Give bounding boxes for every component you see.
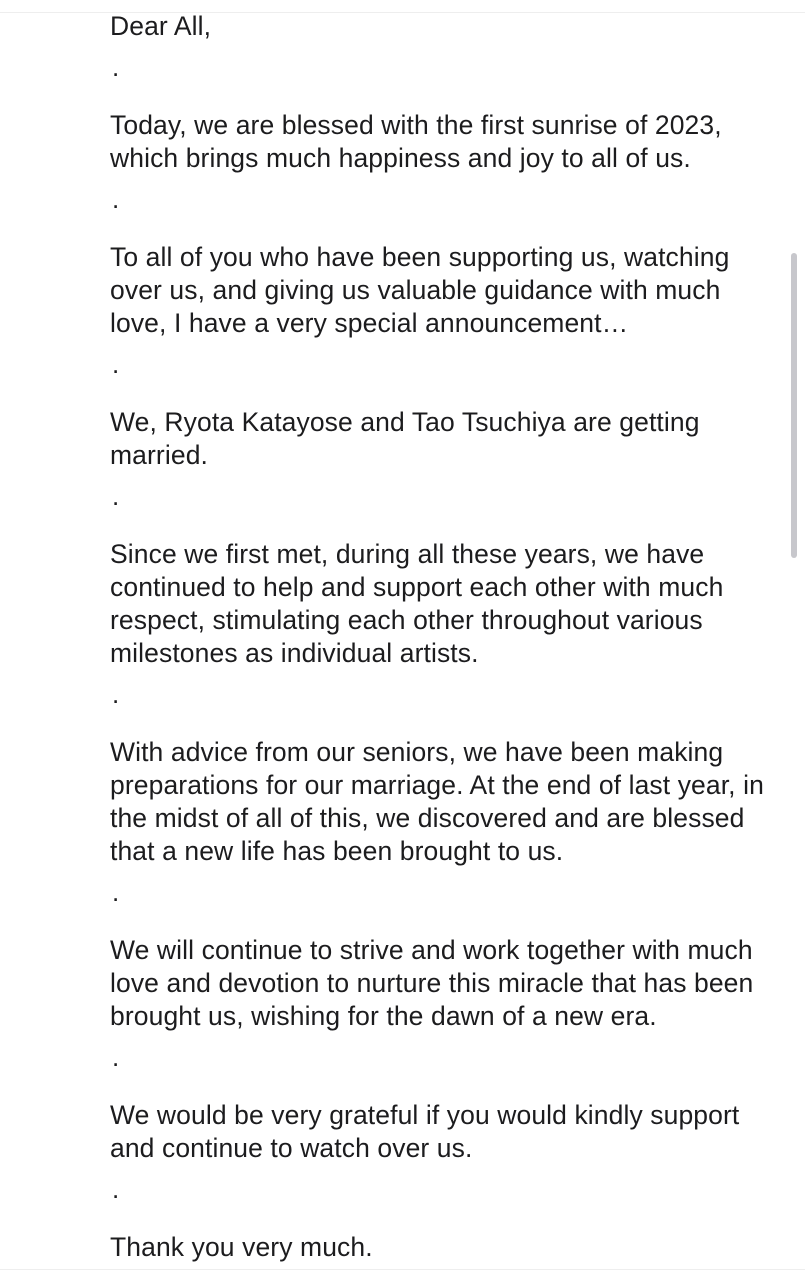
separator-dot: .: [112, 877, 120, 907]
paragraph-announcement: To all of you who have been supporting us, watching over us, and giving us valuable guidance with much love, I have a very special announcement…: [110, 242, 730, 338]
vertical-scrollbar[interactable]: [791, 253, 797, 558]
separator-dot: .: [112, 679, 120, 709]
paragraph-first-met: Since we first met, during all these years, we have continued to help and support each other with much respect, stimulating each other throughout various milestones as individual artists.: [110, 539, 724, 668]
separator-dot: .: [112, 52, 120, 82]
separator-dot: .: [112, 1042, 120, 1072]
paragraph-sunrise: Today, we are blessed with the first sunrise of 2023, which brings much happiness and joy to all of us.: [110, 110, 722, 173]
separator-dot: .: [112, 1174, 120, 1204]
separator-dot: .: [112, 184, 120, 214]
closing-thanks: Thank you very much.: [110, 1232, 373, 1262]
paragraph-support: We would be very grateful if you would kindly support and continue to watch over us.: [110, 1100, 740, 1163]
paragraph-preparations: With advice from our seniors, we have been making preparations for our marriage. At the end of last year, in the midst of all of this, we discovered and are blessed that a new life has been brought to us.: [110, 737, 764, 866]
greeting: Dear All,: [110, 11, 212, 41]
paragraph-married: We, Ryota Katayose and Tao Tsuchiya are getting married.: [110, 407, 700, 470]
bottom-edge: [0, 1269, 805, 1280]
paragraph-new-era: We will continue to strive and work together with much love and devotion to nurture this miracle that has been brought us, wishing for the dawn of a new era.: [110, 935, 754, 1031]
separator-dot: .: [112, 349, 120, 379]
letter-body: [110, 10, 780, 1264]
separator-dot: .: [112, 481, 120, 511]
